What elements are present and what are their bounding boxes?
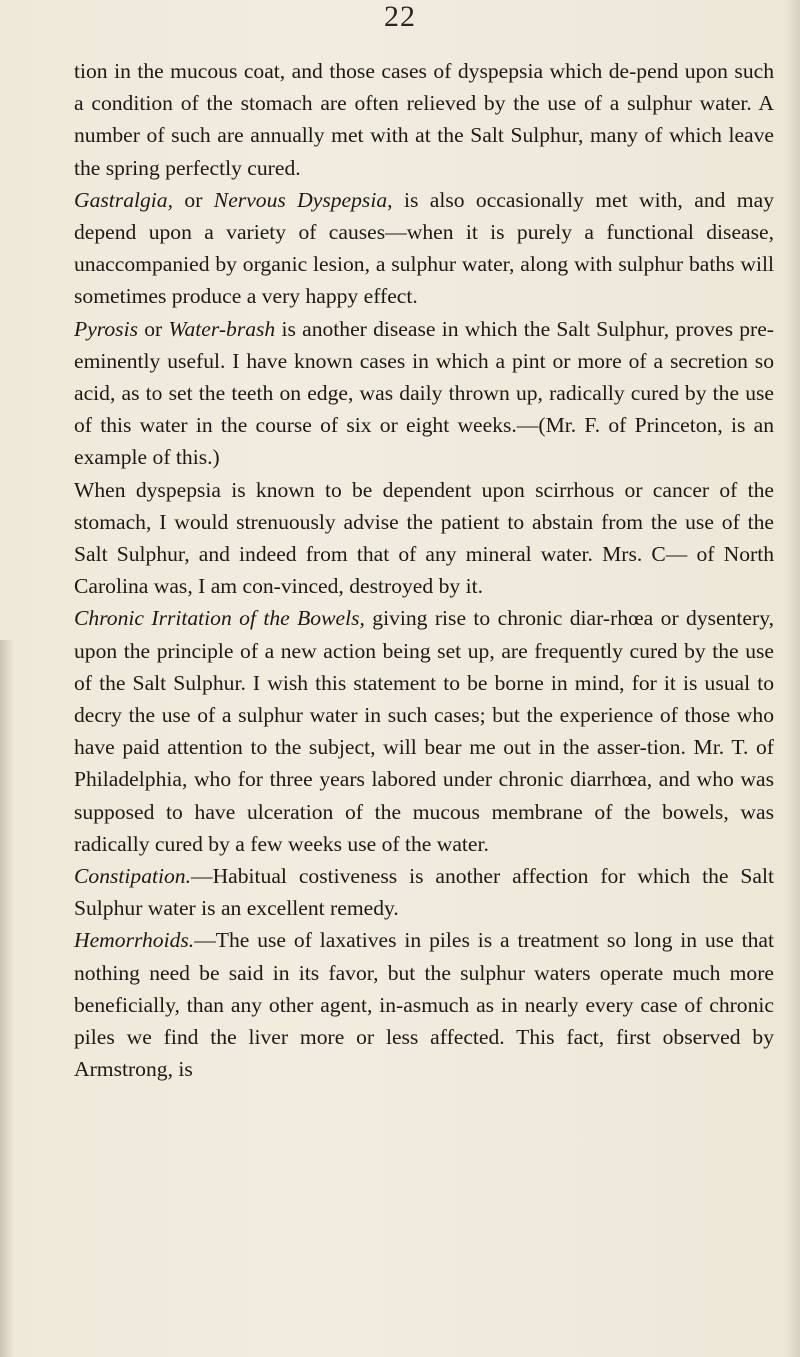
term-water-brash: Water-brash — [168, 316, 276, 341]
paragraph-constipation — [74, 860, 774, 924]
paragraph-hemorrhoids — [74, 924, 774, 1085]
binding-shadow — [0, 640, 14, 1357]
paragraph-bowels-text: giving rise to chronic diar-rhœa or dysentery, upon the principle of a new action being set up, are frequently cured by the use of the Salt Sulphur. I wish this statement to be borne in mind, for it is usual to decry the use of a sulphur water in such cases; but the experience of those who have paid attention to the subject, will bear me out in the asser-tion. Mr. T. of Philadelphia, who for three years labored under chronic diarrhœa, and who was supposed to have ulceration of the mucous membrane of the bowels, was radically cured by a few weeks use of the water. — [74, 606, 774, 856]
heading-constipation: Constipation. — [74, 864, 191, 889]
heading-hemorrhoids: Hemorrhoids. — [74, 928, 195, 953]
paragraph-scirrhous-text: When dyspepsia is known to be dependent upon scirrhous or cancer of the stomach, I would strenuously advise the patient to abstain from the use of the Salt Sulphur, and indeed from that of any mineral water. Mrs. C— of North Carolina was, I am con-vinced, destroyed by it. — [74, 477, 774, 599]
heading-chronic-irritation: Chronic Irritation of the Bowels, — [74, 606, 365, 631]
paragraph-pyrosis-text: or Water-brash is another disease in which the Salt Sulphur, proves pre-eminently useful. I have known cases in which a pint or more of a secretion so acid, as to set the teeth on edge, was daily thrown up, radically cured by the use of this water in the course of six or eight weeks.—(Mr. F. of Princeton, is an example of this.) — [74, 316, 774, 470]
heading-pyrosis: Pyrosis — [74, 316, 138, 341]
paragraph-gastralgia — [74, 184, 774, 313]
paragraph-constipation-text: —Habitual costiveness is another affection for which the Salt Sulphur water is an excellent remedy. — [74, 864, 774, 921]
paragraph-gastralgia-text: or Nervous Dyspepsia, is also occasionally met with, and may depend upon a variety of causes—when it is purely a functional disease, unaccompanied by organic lesion, a sulphur water, along with sulphur baths will sometimes produce a very happy effect. — [74, 187, 774, 309]
page-edge-shadow — [786, 0, 800, 1357]
paragraph-hemorrhoids-text: —The use of laxatives in piles is a treatment so long in use that nothing need be said in its favor, but the sulphur waters operate much more beneficially, than any other agent, in-asmuch as in nearly every case of chronic piles we find the liver more or less affected. This fact, first observed by Armstrong, is — [74, 928, 774, 1082]
paragraph-scirrhous — [74, 474, 774, 603]
heading-gastralgia: Gastralgia, — [74, 187, 173, 212]
paragraph-1-text: tion in the mucous coat, and those cases of dyspepsia which de-pend upon such a condition of the stomach are often relieved by the use of a sulphur water. A number of such are annually met with at the Salt Sulphur, many of which leave the spring perfectly cured. — [74, 59, 774, 180]
term-nervous-dyspepsia: Nervous Dyspepsia — [213, 187, 388, 212]
paragraph-bowels — [74, 602, 774, 860]
page-number: 22 — [384, 0, 416, 33]
paragraph-1 — [74, 55, 774, 184]
paragraph-pyrosis — [74, 313, 774, 474]
body-text — [74, 55, 774, 1086]
